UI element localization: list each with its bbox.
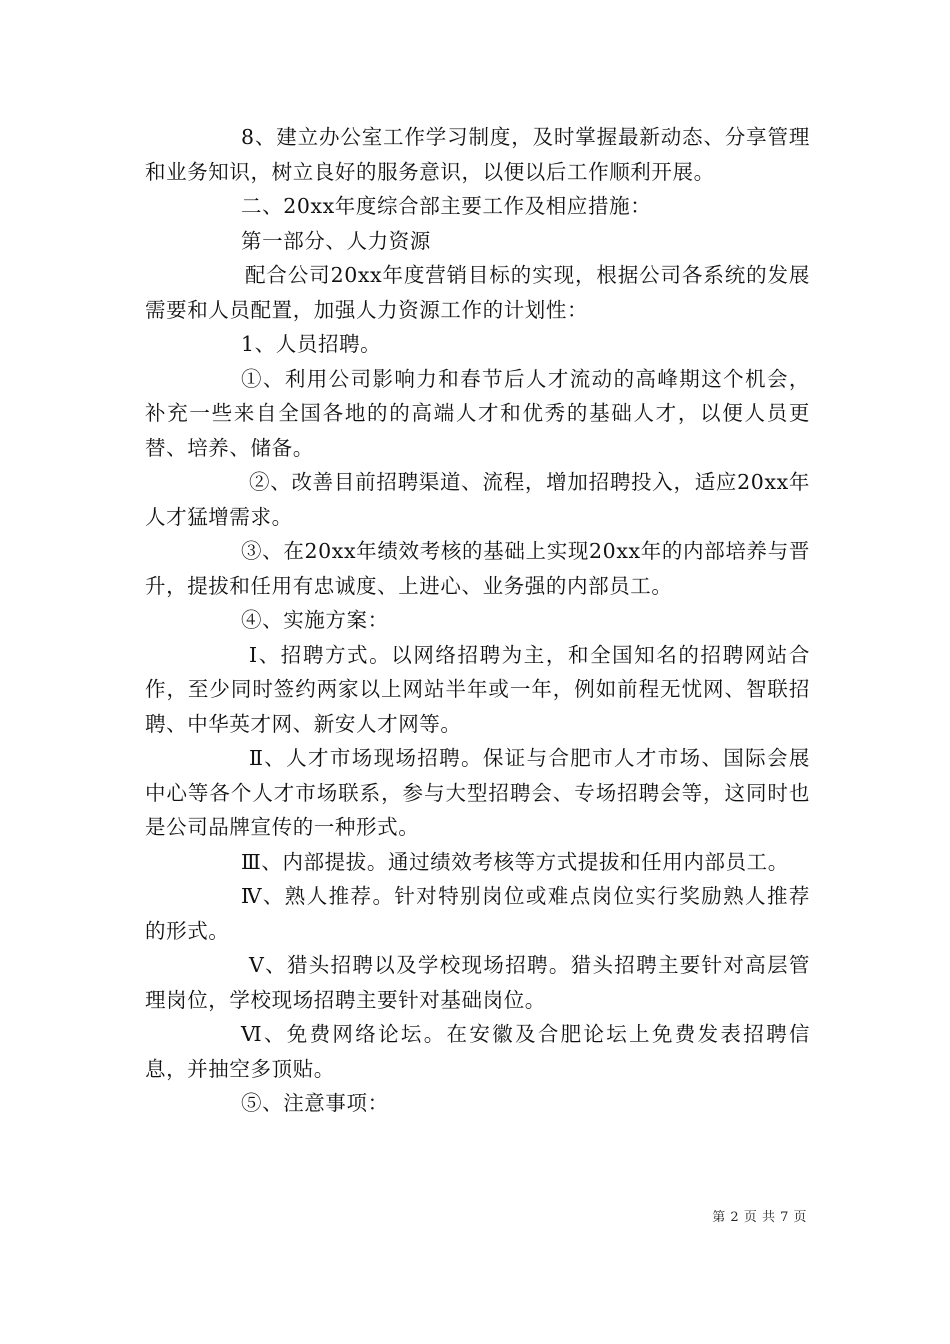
item-roman-5: Ⅴ、猎头招聘以及学校现场招聘。猎头招聘主要针对高层管理岗位，学校现场招聘主要针对基础岗位。 (145, 953, 810, 1012)
item-circled-2: ②、改善目前招聘渠道、流程，增加招聘投入，适应20xx年人才猛增需求。 (145, 470, 810, 529)
part-heading-human-resources: 第一部分、人力资源 (241, 228, 431, 253)
item-roman-6: Ⅵ、免费网络论坛。在安徽及合肥论坛上免费发表招聘信息，并抽空多顶贴。 (145, 1022, 810, 1081)
item-circled-4: ④、实施方案： (241, 608, 389, 632)
section-heading-annual-work: 二、20xx年度综合部主要工作及相应措施： (241, 194, 652, 218)
item-roman-4: Ⅳ、熟人推荐。针对特别岗位或难点岗位实行奖励熟人推荐的形式。 (145, 884, 810, 943)
item-circled-5: ⑤、注意事项： (241, 1091, 389, 1115)
item-roman-2: Ⅱ、人才市场现场招聘。保证与合肥市人才市场、国际会展中心等各个人才市场联系，参与大型招聘会、专场招聘会等，这同时也是公司品牌宣传的一种形式。 (145, 746, 810, 839)
document-body (145, 120, 810, 1121)
item-1-recruitment: 1、人员招聘。 (241, 332, 382, 356)
item-roman-3: Ⅲ、内部提拔。通过绩效考核等方式提拔和任用内部员工。 (241, 849, 789, 874)
page-number: 第 2 页 共 7 页 (712, 1210, 807, 1225)
item-circled-3: ③、在20xx年绩效考核的基础上实现20xx年的内部培养与晋升，提拔和任用有忠诚度、上进心、业务强的内部员工。 (145, 539, 810, 598)
paragraph-hr-plan-intro: 配合公司20xx年度营销目标的实现，根据公司各系统的发展需要和人员配置，加强人力资源工作的计划性： (145, 263, 810, 322)
paragraph-8-office-study-system: 8、建立办公室工作学习制度，及时掌握最新动态、分享管理和业务知识，树立良好的服务意识，以便以后工作顺利开展。 (145, 125, 810, 184)
item-roman-1: Ⅰ、招聘方式。以网络招聘为主，和全国知名的招聘网站合作，至少同时签约两家以上网站半年或一年，例如前程无忧网、智联招聘、中华英才网、新安人才网等。 (145, 642, 810, 736)
item-circled-1: ①、利用公司影响力和春节后人才流动的高峰期这个机会，补充一些来自全国各地的的高端人才和优秀的基础人才，以便人员更替、培养、储备。 (145, 366, 810, 460)
